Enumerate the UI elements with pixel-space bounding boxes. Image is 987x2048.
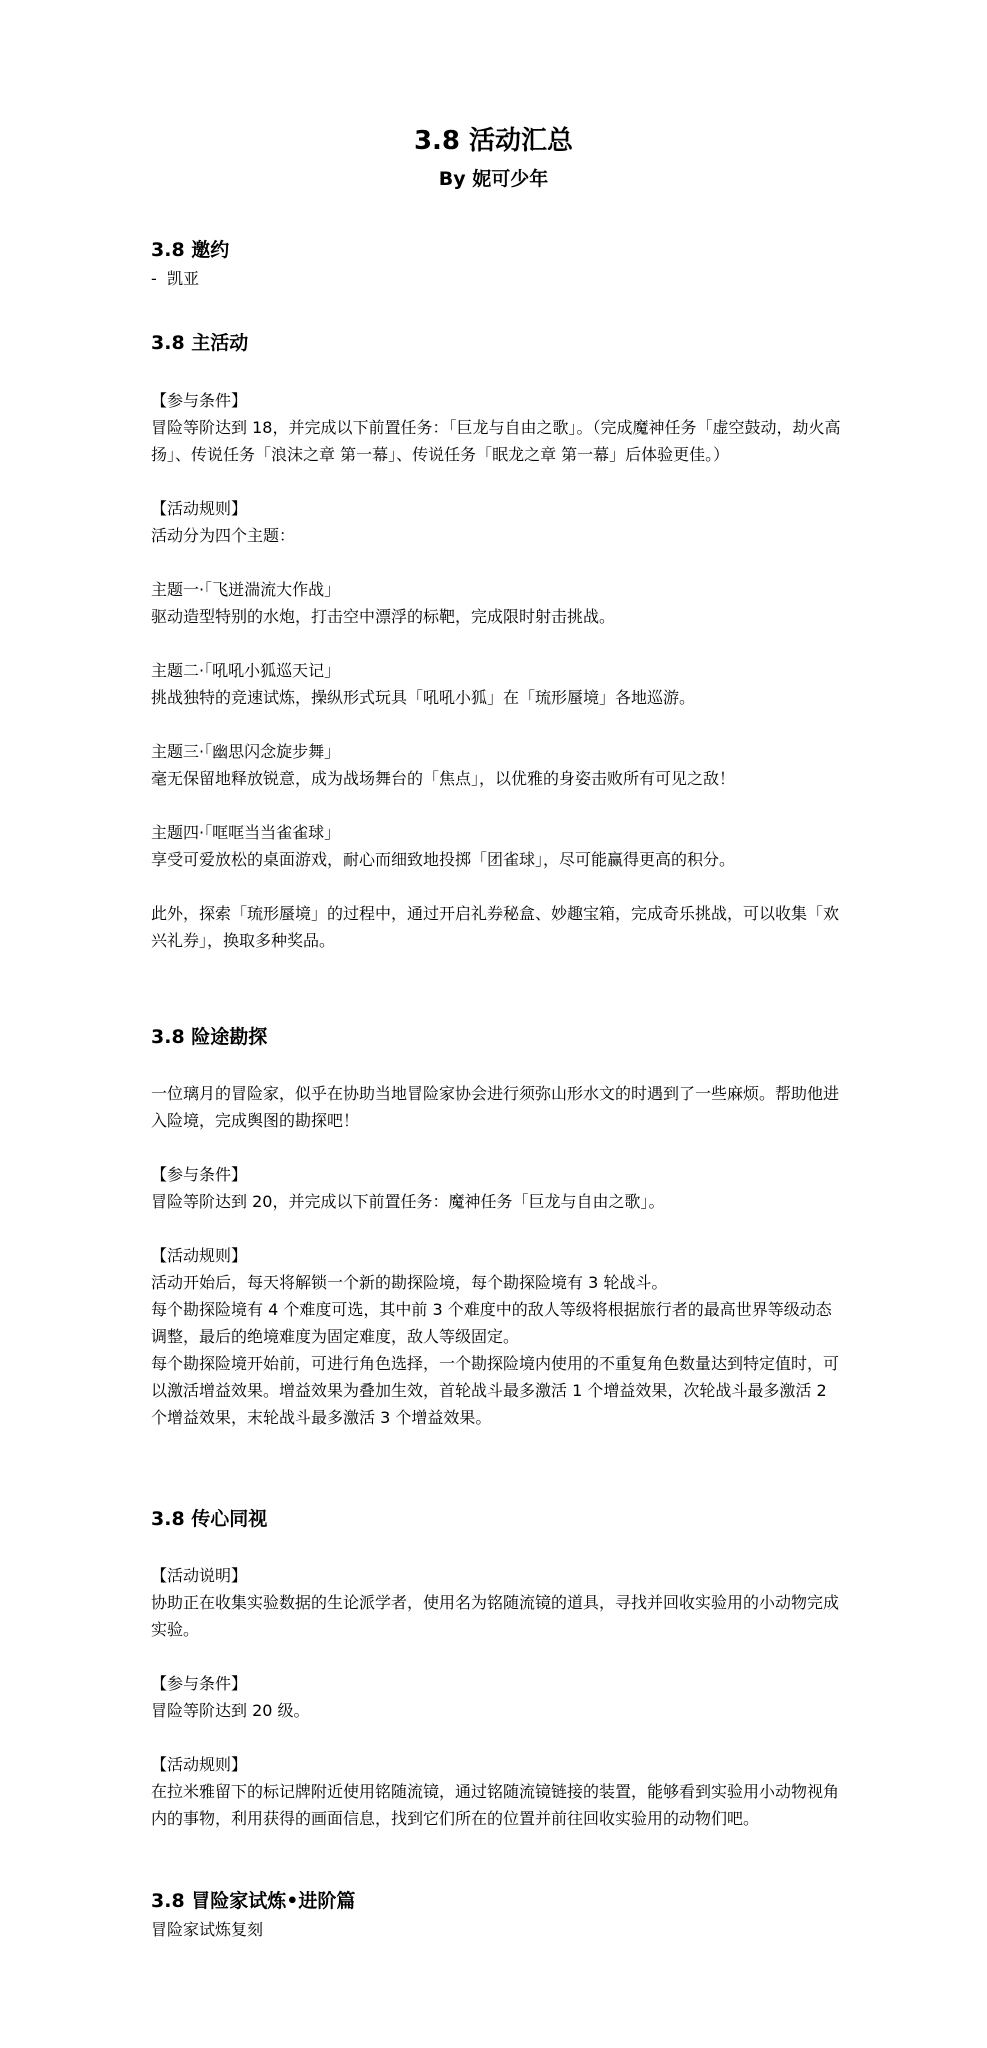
condition-label: 【参与条件】 [151,1674,248,1693]
document-title: 3.8 活动汇总 [413,126,574,156]
condition-label: 【参与条件】 [151,391,248,410]
invite-item: - 凯亚 [151,269,199,288]
rule-text: 每个勘探险境开始前，可进行角色选择，一个勘探险境内使用的不重复角色数量达到特定值时，可以激活增益效果。增益效果为叠加生效，首轮战斗最多激活 1 个增益效果，次轮战斗最多激活 2 个增益效果，末轮战斗最多激活 3 个增益效果。 [151,1354,840,1427]
rule-text: 每个勘探险境有 4 个难度可选，其中前 3 个难度中的敌人等级将根据旅行者的最高世界等级动态调整，最后的绝境难度为固定难度，敌人等级固定。 [151,1300,832,1346]
description-text: 协助正在收集实验数据的生论派学者，使用名为铭随流镜的道具，寻找并回收实验用的小动物完成实验。 [151,1593,840,1639]
section-invite [151,237,841,292]
condition-text: 冒险等阶达到 20，并完成以下前置任务：魔神任务「巨龙与自由之歌」。 [151,1192,665,1211]
theme-title: 主题二·「吼吼小狐巡天记」 [151,661,341,680]
section-heading: 3.8 主活动 [151,332,249,354]
section-vision [151,1506,841,1832]
rules-label: 【活动规则】 [151,1755,248,1774]
rules-text: 在拉米雅留下的标记牌附近使用铭随流镜，通过铭随流镜链接的装置，能够看到实验用小动物视角内的事物，利用获得的画面信息，找到它们所在的位置并前往回收实验用的动物们吧。 [151,1782,840,1828]
theme-title: 主题四·「哐哐当当雀雀球」 [151,823,341,842]
trial-text: 冒险家试炼复刻 [151,1920,264,1939]
extra-text: 此外，探索「琉形蜃境」的过程中，通过开启礼券秘盒、妙趣宝箱，完成奇乐挑战，可以收集「欢兴礼券」，换取多种奖品。 [151,904,840,950]
rule-text: 活动开始后，每天将解锁一个新的勘探险境，每个勘探险境有 3 轮战斗。 [151,1273,668,1292]
section-explore [151,1024,841,1431]
section-heading: 3.8 传心同视 [151,1508,268,1530]
theme-text: 毫无保留地释放锐意，成为战场舞台的「焦点」，以优雅的身姿击败所有可见之敌！ [151,769,736,788]
section-heading: 3.8 邀约 [151,239,230,261]
section-main-event [151,330,841,954]
section-heading: 3.8 险途勘探 [151,1026,268,1048]
description-label: 【活动说明】 [151,1566,248,1585]
rules-label: 【活动规则】 [151,499,248,518]
theme-text: 享受可爱放松的桌面游戏，耐心而细致地投掷「团雀球」，尽可能赢得更高的积分。 [151,850,736,869]
theme-title: 主题一·「飞迸湍流大作战」 [151,580,341,599]
theme-text: 挑战独特的竞速试炼，操纵形式玩具「吼吼小狐」在「琉形蜃境」各地巡游。 [151,688,696,707]
document-author: By 妮可少年 [438,168,549,190]
theme-title: 主题三·「幽思闪念旋步舞」 [151,742,341,761]
section-heading: 3.8 冒险家试炼•进阶篇 [151,1890,356,1912]
section-trial [151,1888,841,1943]
rules-intro: 活动分为四个主题： [151,526,296,545]
intro-text: 一位璃月的冒险家，似乎在协助当地冒险家协会进行须弥山形水文的时遇到了一些麻烦。帮助他进入险境，完成舆图的勘探吧！ [151,1084,840,1130]
condition-text: 冒险等阶达到 20 级。 [151,1701,310,1720]
rules-label: 【活动规则】 [151,1246,248,1265]
condition-label: 【参与条件】 [151,1165,248,1184]
theme-text: 驱动造型特别的水炮，打击空中漂浮的标靶，完成限时射击挑战。 [151,607,616,626]
condition-text: 冒险等阶达到 18，并完成以下前置任务：「巨龙与自由之歌」。（完成魔神任务「虚空鼓动，劫火高扬」、传说任务「浪沫之章 第一幕」、传说任务「眠龙之章 第一幕」后体验更佳。） [151,418,841,464]
